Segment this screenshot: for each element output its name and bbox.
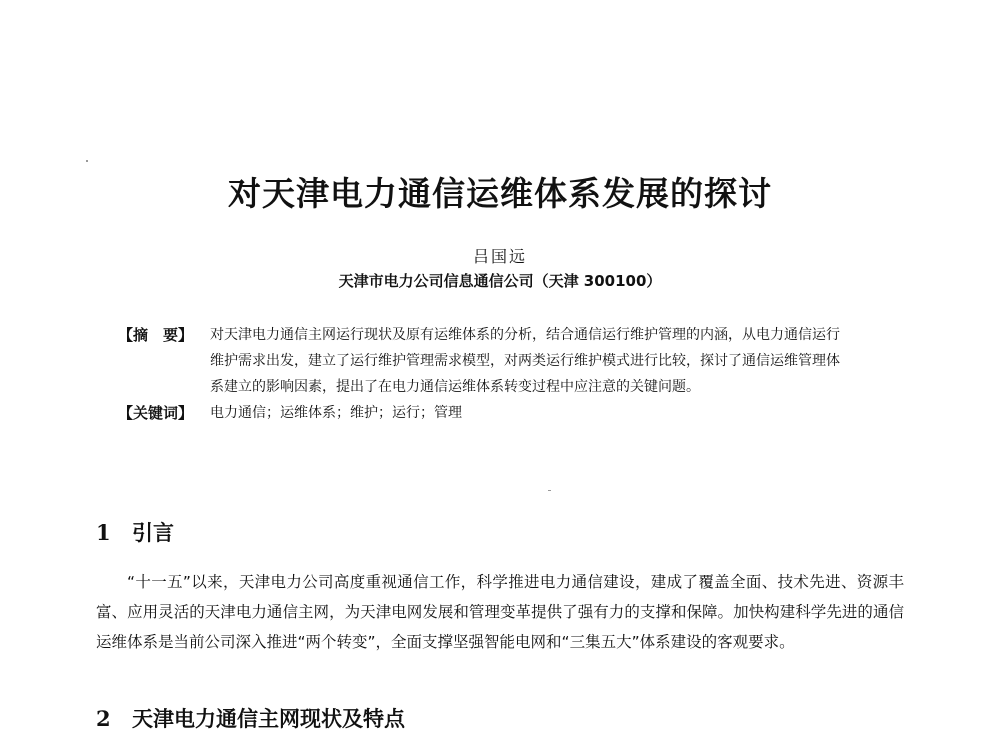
- abstract-row: [118, 322, 878, 400]
- section-number: 2: [96, 706, 111, 731]
- abstract-block: [118, 322, 878, 426]
- author-affiliation: 天津市电力公司信息通信公司（天津 300100）: [338, 272, 662, 290]
- section-heading-2: [96, 703, 405, 733]
- section-title: 天津电力通信主网现状及特点: [132, 707, 405, 731]
- section-1-paragraph: “十一五”以来，天津电力公司高度重视通信工作，科学推进电力通信建设，建成了覆盖全面、技术先进、资源丰富、应用灵活的天津电力通信主网，为天津电网发展和管理变革提供了强有力的支撑和保障。加快构建科学先进的通信运维体系是当前公司深入推进“两个转变”，全面支撑坚强智能电网和“三集五大”体系建设的客观要求。: [96, 573, 904, 651]
- abstract-label: 【摘 要】: [118, 326, 194, 344]
- scan-speck: [86, 160, 88, 162]
- keywords-label: 【关键词】: [118, 404, 194, 422]
- section-number: 1: [96, 520, 111, 545]
- scan-speck: [548, 490, 551, 491]
- keywords-text: 电力通信；运维体系；维护；运行；管理: [210, 405, 462, 421]
- author-name: 吕国远: [472, 247, 527, 266]
- section-heading-1: [96, 517, 174, 547]
- section-title: 引言: [132, 521, 174, 545]
- keywords-row: [118, 400, 878, 426]
- paper-title: 对天津电力通信运维体系发展的探讨: [228, 174, 772, 213]
- abstract-text: 对天津电力通信主网运行现状及原有运维体系的分析，结合通信运行维护管理的内涵，从电力通信运行维护需求出发，建立了运行维护管理需求模型，对两类运行维护模式进行比较，探讨了通信运维管理体系建立的影响因素，提出了在电力通信运维体系转变过程中应注意的关键问题。: [210, 327, 840, 395]
